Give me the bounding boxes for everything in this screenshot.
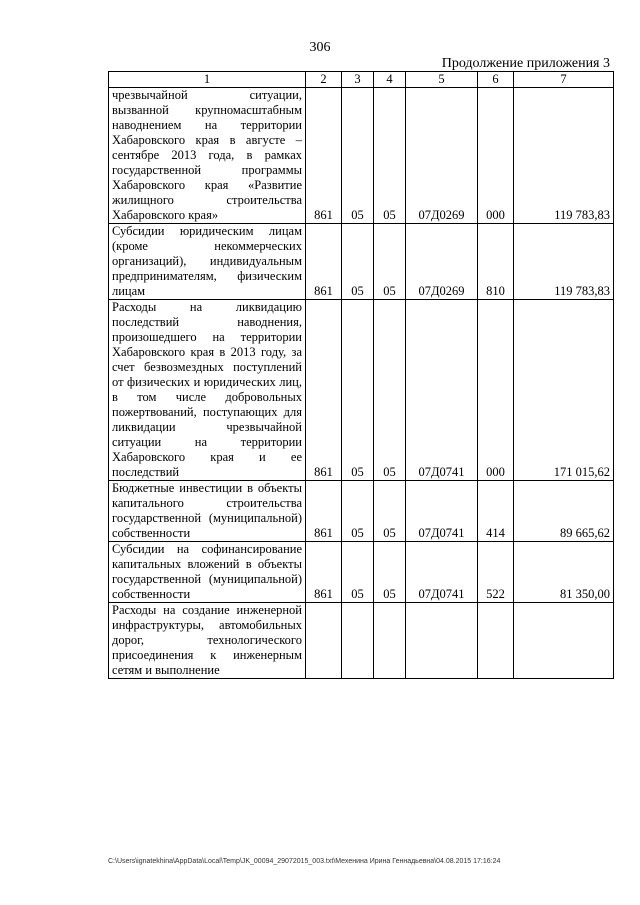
cell-amount: 119 783,83 — [514, 88, 614, 224]
table-row — [109, 300, 614, 481]
row-name: Расходы на создание инженерной инфраструктуры, автомобильных дорог, технологического присоединения к инженерным сетям и выполнение — [109, 603, 306, 679]
row-name: чрезвычайной ситуации, вызванной крупномасштабным наводнением на территории Хабаровского края в августе – сентябре 2013 года, в рамках государственной программы Хабаровского края «Развитие жилищного строительства Хабаровского края» — [109, 88, 306, 224]
cell-subsection: 05 — [374, 481, 406, 542]
table-row — [109, 603, 614, 679]
table-row — [109, 542, 614, 603]
table-row — [109, 88, 614, 224]
column-header-3: 3 — [342, 72, 374, 88]
column-header-1: 1 — [109, 72, 306, 88]
cell-subsection — [374, 603, 406, 679]
cell-subsection: 05 — [374, 300, 406, 481]
cell-amount: 119 783,83 — [514, 224, 614, 300]
cell-target-article: 07Д0741 — [406, 300, 478, 481]
cell-section — [342, 603, 374, 679]
cell-target-article: 07Д0269 — [406, 88, 478, 224]
table-row — [109, 481, 614, 542]
cell-amount: 89 665,62 — [514, 481, 614, 542]
cell-expense-type: 000 — [478, 88, 514, 224]
cell-subsection: 05 — [374, 88, 406, 224]
cell-admin-code: 861 — [306, 224, 342, 300]
row-name: Бюджетные инвестиции в объекты капитального строительства государственной (муниципальной) собственности — [109, 481, 306, 542]
row-name: Субсидии юридическим лицам (кроме некоммерческих организаций), индивидуальным предпринимателям, физическим лицам — [109, 224, 306, 300]
cell-admin-code: 861 — [306, 88, 342, 224]
cell-subsection: 05 — [374, 224, 406, 300]
cell-target-article: 07Д0269 — [406, 224, 478, 300]
column-header-2: 2 — [306, 72, 342, 88]
cell-admin-code: 861 — [306, 542, 342, 603]
header-row — [109, 72, 614, 88]
cell-section: 05 — [342, 542, 374, 603]
table-row — [109, 224, 614, 300]
cell-expense-type: 522 — [478, 542, 514, 603]
cell-section: 05 — [342, 481, 374, 542]
column-header-5: 5 — [406, 72, 478, 88]
column-header-6: 6 — [478, 72, 514, 88]
column-header-4: 4 — [374, 72, 406, 88]
cell-expense-type: 414 — [478, 481, 514, 542]
row-name: Расходы на ликвидацию последствий наводнения, произошедшего на территории Хабаровского края в 2013 году, за счет безвозмездных поступлений от физических и юридических лиц, в том числе добровольных пожертвований, поступающих для ликвидации чрезвычайной ситуации на территории Хабаровского края и ее последствий — [109, 300, 306, 481]
cell-target-article: 07Д0741 — [406, 481, 478, 542]
column-header-7: 7 — [514, 72, 614, 88]
budget-table — [108, 71, 614, 679]
cell-admin-code: 861 — [306, 300, 342, 481]
cell-amount: 81 350,00 — [514, 542, 614, 603]
cell-section: 05 — [342, 88, 374, 224]
cell-target-article: 07Д0741 — [406, 542, 478, 603]
cell-section: 05 — [342, 300, 374, 481]
cell-admin-code — [306, 603, 342, 679]
cell-amount — [514, 603, 614, 679]
cell-amount: 171 015,62 — [514, 300, 614, 481]
cell-admin-code: 861 — [306, 481, 342, 542]
file-path-footer: C:\Users\ignatekhina\AppData\Local\Temp\JK_00094_29072015_003.txt\Мехенина Ирина Геннадьевна\04.08.2015 17:16:24 — [108, 858, 501, 865]
cell-expense-type: 000 — [478, 300, 514, 481]
page-number: 306 — [309, 40, 331, 55]
continuation-label: Продолжение приложения 3 — [441, 56, 610, 71]
cell-expense-type — [478, 603, 514, 679]
cell-target-article — [406, 603, 478, 679]
cell-subsection: 05 — [374, 542, 406, 603]
row-name: Субсидии на софинансирование капитальных вложений в объекты государственной (муниципальной) собственности — [109, 542, 306, 603]
cell-section: 05 — [342, 224, 374, 300]
cell-expense-type: 810 — [478, 224, 514, 300]
